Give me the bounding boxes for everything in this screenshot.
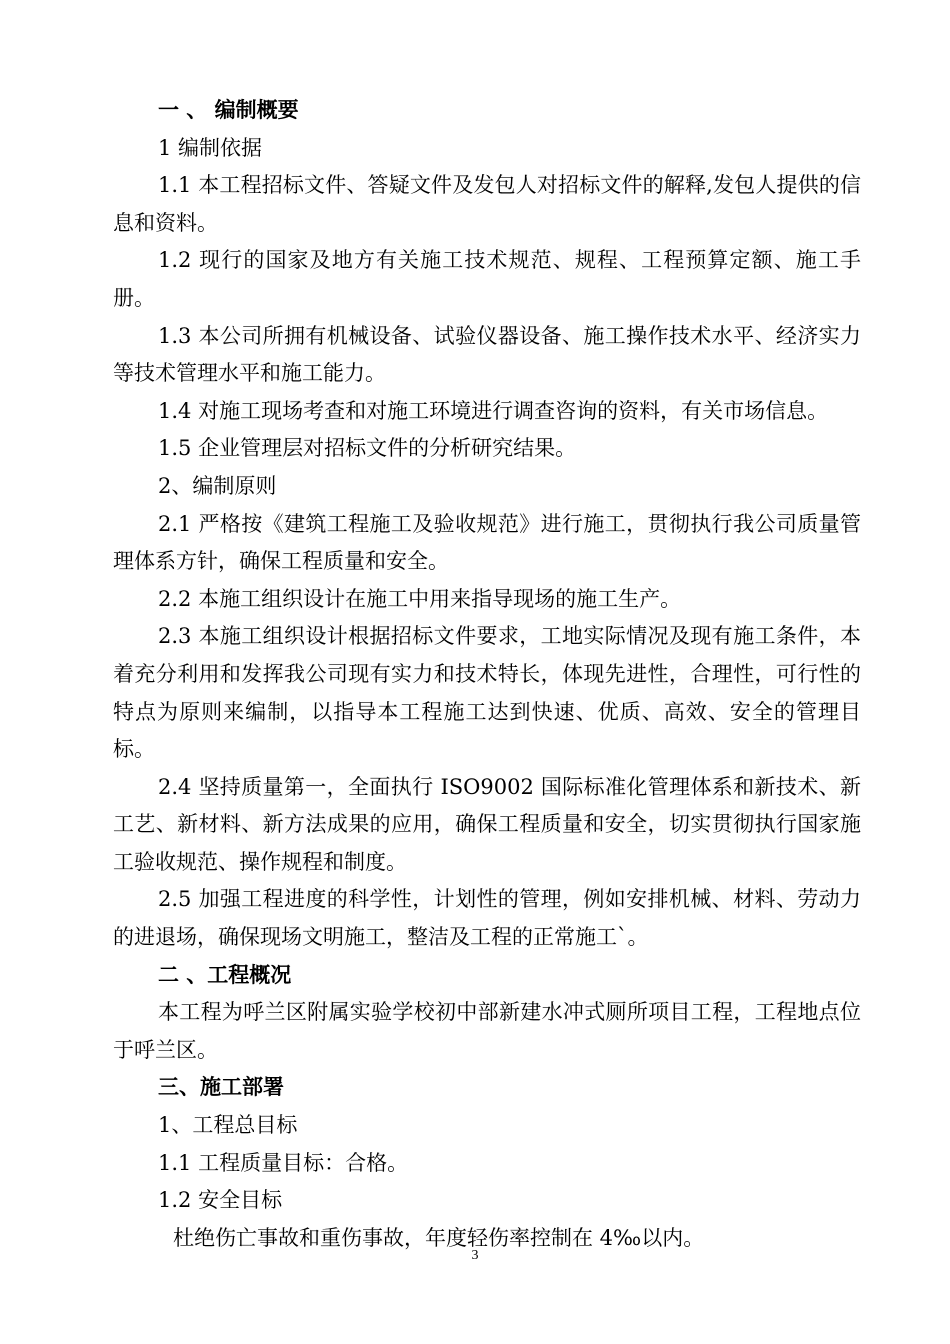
paragraph-2-5: 2.5 加强工程进度的科学性，计划性的管理，例如安排机械、材料、劳动力的进退场，确保现场文明施工，整洁及工程的正常施工`。 xyxy=(113,887,861,950)
subsection-heading-principles: 2、编制原则 xyxy=(158,473,277,498)
paragraph-3-1: 1.1 工程质量目标：合格。 xyxy=(158,1150,409,1175)
paragraph-3-2: 1.2 安全目标 xyxy=(158,1188,283,1213)
paragraph-1-1: 1.1 本工程招标文件、答疑文件及发包人对招标文件的解释,发包人提供的信息和资料。 xyxy=(113,173,861,235)
document-body xyxy=(113,92,861,1257)
section-heading-1: 一 、 编制概要 xyxy=(158,98,299,122)
paragraph-3-2-detail: 杜绝伤亡事故和重伤事故，年度轻伤率控制在 4‰以内。 xyxy=(173,1225,705,1250)
section-heading-2: 二 、工程概况 xyxy=(158,962,292,987)
paragraph-2-2: 2.2 本施工组织设计在施工中用来指导现场的施工生产。 xyxy=(158,586,682,611)
paragraph-2-3: 2.3 本施工组织设计根据招标文件要求，工地实际情况及现有施工条件，本着充分利用和发挥我公司现有实力和技术特长，体现先进性，合理性，可行性的特点为原则来编制，以指导本工程施工达到快速、优质、高效、安全的管理目标。 xyxy=(113,624,861,762)
page-number: 3 xyxy=(471,1248,479,1263)
paragraph-2-4: 2.4 坚持质量第一，全面执行 ISO9002 国际标准化管理体系和新技术、新工艺、新材料、新方法成果的应用，确保工程质量和安全，切实贯彻执行国家施工验收规范、操作规程和制度。 xyxy=(113,774,861,874)
paragraph-2-1: 2.1 严格按《建筑工程施工及验收规范》进行施工，贯彻执行我公司质量管理体系方针，确保工程质量和安全。 xyxy=(113,511,861,574)
paragraph-overview: 本工程为呼兰区附属实验学校初中部新建水冲式厕所项目工程，工程地点位于呼兰区。 xyxy=(113,1000,861,1062)
paragraph-1-4: 1.4 对施工现场考查和对施工环境进行调查咨询的资料，有关市场信息。 xyxy=(158,398,829,423)
section-heading-3: 三、施工部署 xyxy=(158,1075,284,1100)
subsection-heading-basis: 1 编制依据 xyxy=(158,135,263,160)
subsection-heading-goals: 1、工程总目标 xyxy=(158,1113,298,1138)
paragraph-1-2: 1.2 现行的国家及地方有关施工技术规范、规程、工程预算定额、施工手册。 xyxy=(113,248,861,310)
paragraph-1-5: 1.5 企业管理层对招标文件的分析研究结果。 xyxy=(158,436,577,461)
paragraph-1-3: 1.3 本公司所拥有机械设备、试验仪器设备、施工操作技术水平、经济实力等技术管理水平和施工能力。 xyxy=(113,323,861,386)
